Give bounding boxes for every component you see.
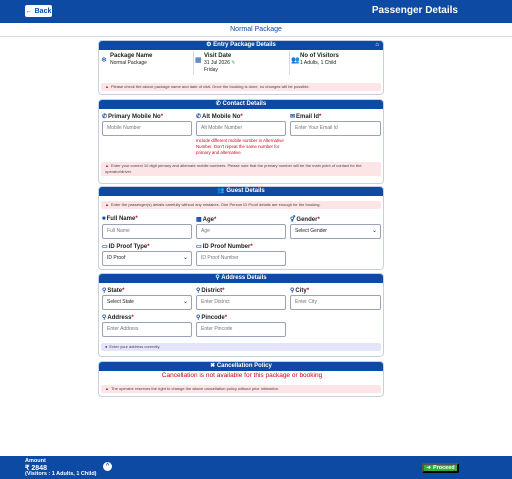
cancellation-message: Cancellation is not available for this package or booking — [161, 372, 323, 379]
full-name-label: ■Full Name* — [102, 216, 138, 222]
top-bar — [0, 0, 512, 23]
city-label: ⚲City* — [290, 288, 310, 294]
cancellation-title: Cancellation Policy — [216, 363, 272, 369]
package-name-value: Normal Package — [110, 60, 147, 66]
pincode-input[interactable]: Enter Pincode — [196, 322, 286, 337]
close-icon: ✖ — [210, 363, 216, 369]
visitors-label: No of Visitors — [300, 53, 339, 59]
gender-select-value: Select Gender — [295, 228, 327, 234]
package-subtitle: Normal Package — [0, 23, 512, 37]
visit-date-label: Visit Date — [204, 53, 232, 59]
users-icon: 👥 — [291, 57, 300, 64]
back-label: Back — [34, 7, 52, 15]
gender-icon: ⚥ — [290, 217, 296, 223]
gender-select[interactable] — [290, 224, 381, 239]
amount-label: Amount — [25, 458, 46, 464]
back-button[interactable] — [25, 5, 52, 17]
chevron-down-icon: ⌄ — [182, 255, 188, 261]
warning-icon: ▲ — [105, 386, 109, 391]
divider — [289, 51, 290, 75]
arrow-left-icon: ← — [25, 7, 33, 15]
pincode-label: ⚲Pincode* — [196, 315, 228, 321]
mail-icon: ✉ — [290, 114, 296, 120]
entry-package-header — [99, 41, 383, 50]
phone-icon: ✆ — [215, 101, 221, 107]
district-input[interactable]: Enter District — [196, 295, 286, 310]
chevron-down-icon: ⌄ — [371, 228, 377, 234]
alt-mobile-label: ✆Alt Mobile No* — [196, 114, 243, 120]
address-card — [98, 273, 384, 357]
map-pin-icon: ⚲ — [102, 288, 107, 294]
entry-package-title: Entry Package Details — [213, 42, 276, 48]
full-name-input[interactable]: Full Name — [102, 224, 192, 239]
package-name-label: Package Name — [110, 53, 153, 59]
edit-icon[interactable]: ✎ — [231, 60, 236, 66]
users-icon: 👥 — [217, 188, 225, 194]
proceed-label: Proceed — [432, 465, 455, 471]
divider — [193, 51, 194, 75]
guest-title: Guest Details — [226, 188, 265, 194]
warning-icon: ▲ — [105, 163, 109, 168]
alt-mobile-input[interactable]: Alt Mobile Number — [196, 121, 286, 136]
id-proof-number-label: ▭ID Proof Number* — [196, 244, 253, 250]
visit-day-value: Friday — [204, 67, 218, 73]
arrow-right-icon: ➜ — [426, 465, 431, 471]
primary-mobile-label: ✆Primary Mobile No* — [102, 114, 164, 120]
proceed-button[interactable] — [422, 463, 459, 473]
state-select-value: Select State — [107, 299, 134, 305]
state-label: ⚲State* — [102, 288, 125, 294]
user-icon: ■ — [102, 216, 106, 222]
city-input[interactable]: Enter City — [290, 295, 381, 310]
map-pin-icon: ⚲ — [290, 288, 295, 294]
contact-card — [98, 99, 384, 184]
primary-mobile-input[interactable]: Mobile Number — [102, 121, 192, 136]
cancellation-card — [98, 361, 384, 397]
cancellation-header — [99, 362, 383, 371]
guest-header — [99, 187, 383, 196]
address-title: Address Details — [221, 275, 267, 281]
map-pin-icon: ⚲ — [196, 288, 201, 294]
id-proof-type-value: ID Proof — [107, 255, 126, 261]
entry-note: ▲ Please check the above package name and date of visit. Once the booking is done, no changes will be possible. — [101, 83, 381, 91]
gender-label: ⚥Gender* — [290, 217, 320, 223]
age-label: ▦Age* — [196, 217, 217, 223]
visitors-value: 1 Adults, 1 Child — [300, 60, 337, 66]
calendar-icon: ▦ — [195, 57, 202, 64]
id-card-icon: ▭ — [196, 244, 202, 250]
age-input[interactable]: Age — [196, 224, 286, 239]
amount-visitors: (Visitors : 1 Adults, 1 Child) — [25, 471, 97, 477]
warning-icon: ▲ — [105, 202, 109, 207]
home-icon[interactable]: ⌂ — [375, 42, 379, 48]
visit-date-value: 31 Jul 2026 — [204, 60, 230, 66]
guest-card — [98, 186, 384, 270]
cancellation-note: ▲ The operator reserves the right to change the above cancellation policy without prior intimation. — [101, 385, 381, 393]
district-label: ⚲District* — [196, 288, 225, 294]
email-input[interactable]: Enter Your Email Id — [290, 121, 381, 136]
visit-date-cell — [195, 53, 236, 73]
calendar-icon: ▦ — [196, 217, 202, 223]
amount-value: ₹ 2848 — [25, 465, 47, 472]
page-title: Passenger Details — [371, 5, 458, 16]
gear-icon: ⚙ — [206, 42, 212, 48]
entry-package-card — [98, 40, 384, 95]
map-pin-icon: ⚲ — [102, 315, 107, 321]
alt-mobile-warning: Include different mobile number in Alternative Number. Don't repeat the same number for primary and alternative. — [196, 138, 284, 155]
snowflake-icon: ❄ — [101, 57, 107, 64]
warning-icon: ▲ — [105, 84, 109, 89]
contact-title: Contact Details — [222, 101, 267, 107]
chevron-up-icon[interactable]: ^ — [103, 462, 112, 471]
package-name-cell — [101, 53, 153, 66]
map-pin-icon: ⚲ — [196, 315, 201, 321]
id-proof-type-label: ▭ID Proof Type* — [102, 244, 150, 250]
address-input[interactable]: Enter Address — [102, 322, 192, 337]
phone-icon: ✆ — [102, 114, 108, 120]
map-pin-icon: ⚲ — [215, 275, 220, 281]
email-label: ✉Email Id* — [290, 114, 322, 120]
id-proof-number-input[interactable]: ID Proof Number — [196, 251, 286, 266]
id-proof-type-select[interactable] — [102, 251, 192, 266]
address-label: ⚲Address* — [102, 315, 134, 321]
footer-bar — [0, 456, 512, 479]
address-note: ● Enter your address correctly. — [101, 343, 381, 351]
guest-note: ▲ Enter the passenger(s) details carefully without any mistakes. One Person ID Proof details are enough for the booking. — [101, 201, 381, 209]
contact-note: ▲ Enter your correct 10 digit primary and alternate mobile numbers. Please note that the primary number will be the main point of contact for the operator/driver. — [101, 162, 381, 176]
contact-header — [99, 100, 383, 109]
chevron-down-icon: ⌄ — [182, 299, 188, 305]
phone-icon: ✆ — [196, 114, 202, 120]
visitors-cell — [291, 53, 339, 66]
address-header — [99, 274, 383, 283]
id-card-icon: ▭ — [102, 244, 108, 250]
info-icon: ● — [105, 344, 108, 349]
state-select[interactable] — [102, 295, 192, 310]
